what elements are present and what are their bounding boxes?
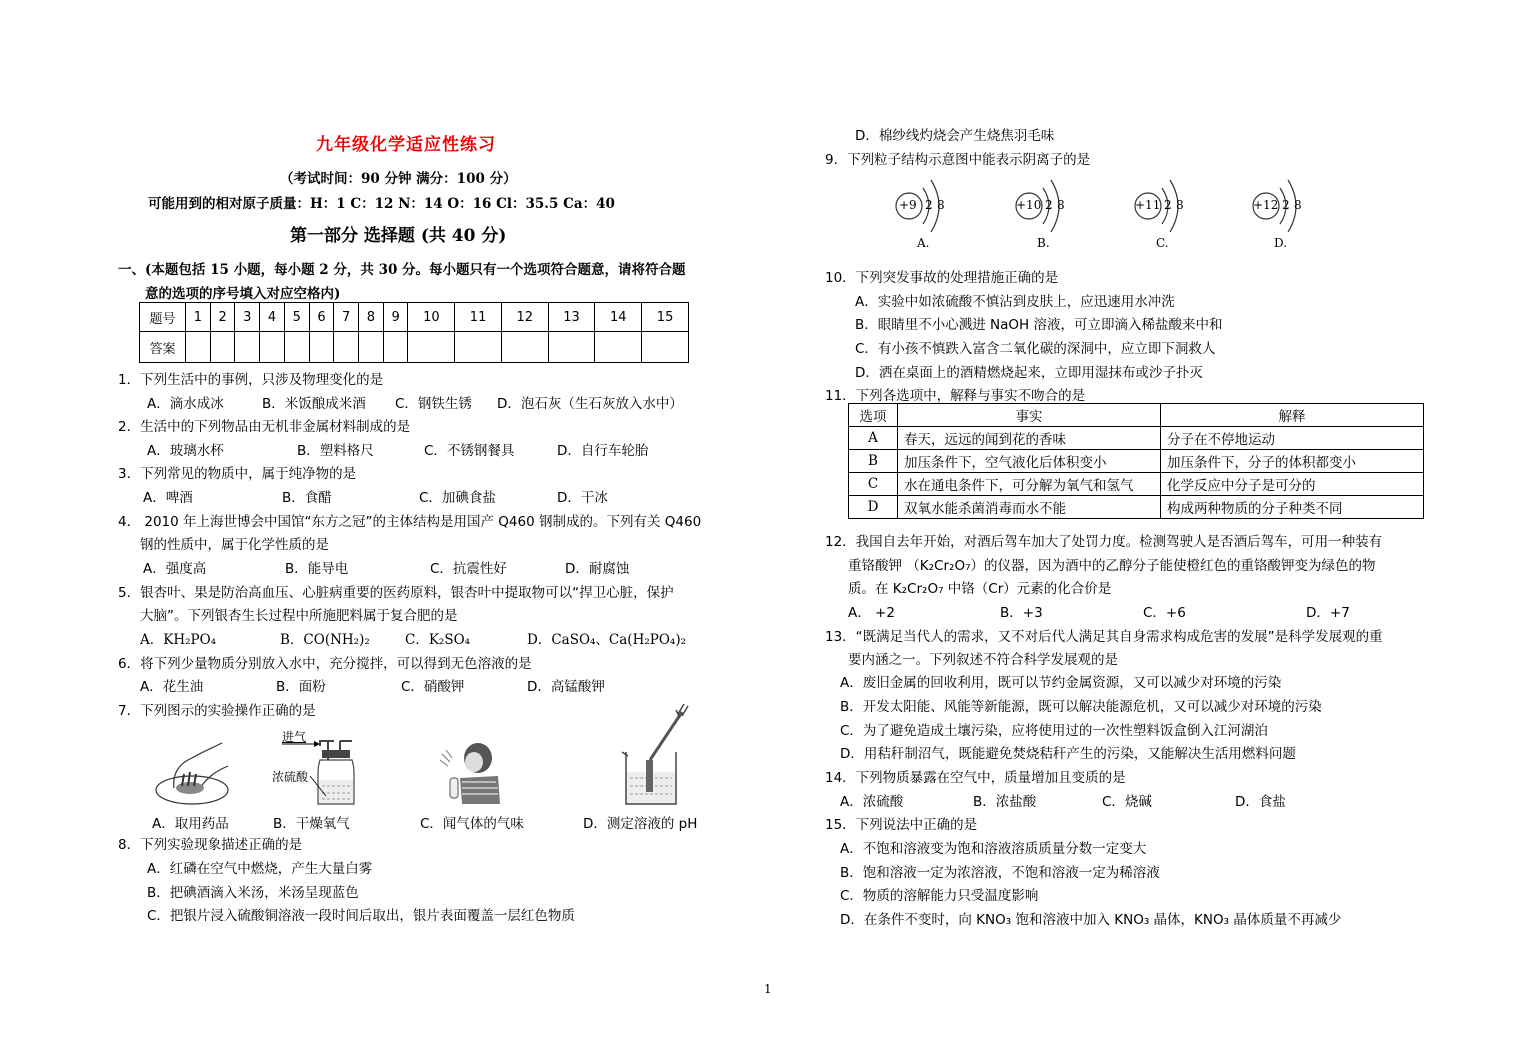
question-4-stem-line1: 4． 2010 年上海世博会中国馆“东方之冠”的主体结构是用国产 Q460 钢制成的。下列有关 Q460 — [118, 514, 702, 530]
question-8-option-d: D．棉纱线灼烧会产生烧焦羽毛味 — [855, 128, 1055, 144]
atom-label: A. — [917, 236, 930, 250]
answer-cell[interactable] — [359, 332, 384, 363]
table-header-option: 选项 — [849, 404, 898, 427]
question-3-stem: 3．下列常见的物质中，属于纯净物的是 — [118, 466, 357, 482]
shell-2-electrons: 8 — [937, 198, 945, 212]
question-1-option-d: D．泡石灰（生石灰放入水中） — [497, 396, 683, 412]
answer-cell[interactable] — [210, 332, 235, 363]
question-3-option-d: D．干冰 — [557, 490, 608, 506]
question-12-stem-line1: 12．我国自去年开始，对酒后驾车加大了处罚力度。检测驾驶人是否酒后驾车，可用一种装有 — [825, 534, 1383, 550]
question-number-cell: 6 — [309, 303, 334, 332]
question-number-cell: 4 — [260, 303, 285, 332]
question-4-option-b: B．能导电 — [285, 561, 349, 577]
table-row — [849, 450, 1424, 473]
figure-ph-test-beaker — [618, 702, 690, 808]
question-15-option-d: D．在条件不变时，向 KNO₃ 饱和溶液中加入 KNO₃ 晶体，KNO₃ 晶体质量不再减少 — [840, 912, 1342, 928]
table-cell-fact: 加压条件下，空气液化后体积变小 — [898, 450, 1161, 473]
question-7-option-c: C．闻气体的气味 — [420, 816, 524, 832]
question-number-cell: 7 — [334, 303, 359, 332]
nucleus-charge: +10 — [1016, 198, 1042, 212]
question-number-cell: 8 — [359, 303, 384, 332]
question-7-stem: 7．下列图示的实验操作正确的是 — [118, 703, 316, 719]
question-number-cell: 15 — [642, 303, 689, 332]
question-number-cell: 11 — [455, 303, 502, 332]
question-5-stem-line1: 5．银杏叶、果是防治高血压、心脏病重要的医药原料，银杏叶中提取物可以“捍卫心脏，保护 — [118, 585, 674, 601]
question-12-option-b: B．+3 — [1000, 605, 1043, 621]
question-5-stem-line2: 大脑”。下列银杏生长过程中所施肥料属于复合肥的是 — [140, 608, 458, 624]
question-11-stem: 11．下列各选项中，解释与事实不吻合的是 — [825, 388, 1086, 404]
question-6-option-a: A．花生油 — [140, 679, 204, 695]
question-6-stem: 6．将下列少量物质分别放入水中，充分搅拌，可以得到无色溶液的是 — [118, 656, 532, 672]
shell-1-electrons: 2 — [1045, 198, 1053, 212]
question-13-option-c: C．为了避免造成土壤污染，应将使用过的一次性塑料饭盒倒入江河湖泊 — [840, 723, 1268, 739]
nucleus-charge: +11 — [1135, 198, 1161, 212]
table-cell-fact: 春天，远远的闻到花的香味 — [898, 427, 1161, 450]
question-5-option-c: C．K₂SO₄ — [405, 632, 471, 648]
question-8-option-b: B．把碘酒滴入米汤，米汤呈现蓝色 — [147, 885, 359, 901]
shell-1-electrons: 2 — [1282, 198, 1290, 212]
atom-label: B. — [1037, 236, 1050, 250]
question-4-option-a: A．强度高 — [143, 561, 207, 577]
answer-cell[interactable] — [501, 332, 548, 363]
question-number-cell: 9 — [383, 303, 408, 332]
question-14-stem: 14．下列物质暴露在空气中，质量增加且变质的是 — [825, 770, 1126, 786]
question-14-option-a: A．浓硫酸 — [840, 794, 904, 810]
shell-1-electrons: 2 — [1164, 198, 1172, 212]
figure-gas-washing-bottle — [270, 738, 370, 810]
answer-cell[interactable] — [284, 332, 309, 363]
question-10-option-d: D．洒在桌面上的酒精燃烧起来，立即用湿抹布或沙子扑灭 — [855, 365, 1203, 381]
question-3-option-a: A．啤酒 — [143, 490, 193, 506]
answer-cell[interactable] — [309, 332, 334, 363]
question-8-stem: 8．下列实验现象描述正确的是 — [118, 837, 303, 853]
question-number-cell: 1 — [186, 303, 211, 332]
question-12-stem-line3: 质。在 K₂Cr₂O₇ 中铬（Cr）元素的化合价是 — [848, 581, 1112, 597]
exam-info: （考试时间：90 分钟 满分：100 分） — [280, 171, 517, 187]
section-title: 第一部分 选择题 (共 40 分) — [290, 226, 507, 246]
table-cell-explanation: 构成两种物质的分子种类不同 — [1161, 496, 1424, 519]
question-2-option-d: D．自行车轮胎 — [557, 443, 649, 459]
question-14-option-d: D．食盐 — [1235, 794, 1286, 810]
page-number: 1 — [764, 982, 772, 996]
table-header-fact: 事实 — [898, 404, 1161, 427]
question-7-option-b: B．干燥氧气 — [273, 816, 350, 832]
question-12-option-a: A． +2 — [848, 605, 895, 621]
question-6-option-c: C．硝酸钾 — [401, 679, 465, 695]
question-5-option-a: A．KH₂PO₄ — [140, 632, 217, 648]
question-1-option-a: A．滴水成冰 — [147, 396, 224, 412]
atom-diagram-b — [1013, 176, 1083, 250]
answer-cell[interactable] — [235, 332, 260, 363]
question-8-option-a: A．红磷在空气中燃烧，产生大量白雾 — [147, 861, 373, 877]
answer-cell[interactable] — [260, 332, 285, 363]
question-7-option-a: A．取用药品 — [152, 816, 229, 832]
question-7-option-d: D．测定溶液的 pH — [583, 816, 698, 832]
question-10-option-c: C．有小孩不慎跌入富含二氧化碳的深洞中，应立即下洞救人 — [855, 341, 1216, 357]
shell-2-electrons: 8 — [1057, 198, 1065, 212]
answer-table-label: 题号 — [140, 303, 186, 332]
table-row — [849, 496, 1424, 519]
table-cell-option: D — [849, 496, 898, 519]
table-header-explanation: 解释 — [1161, 404, 1424, 427]
question-1-stem: 1．下列生活中的事例，只涉及物理变化的是 — [118, 372, 384, 388]
answer-table-label: 答案 — [140, 332, 186, 363]
question-10-stem: 10．下列突发事故的处理措施正确的是 — [825, 270, 1059, 286]
part1-instruction-line2: 意的选项的序号填入对应空格内) — [145, 286, 341, 302]
paper-title: 九年级化学适应性练习 — [316, 135, 496, 155]
question-1-option-b: B．米饭酿成米酒 — [262, 396, 366, 412]
shell-2-electrons: 8 — [1294, 198, 1302, 212]
question-number-cell: 3 — [235, 303, 260, 332]
nucleus-charge: +9 — [899, 198, 917, 212]
question-12-stem-line2: 重铬酸钾 （K₂Cr₂O₇）的仪器，因为酒中的乙醇分子能使橙红色的重铬酸钾变为绿色的物 — [848, 558, 1376, 574]
question-2-option-a: A．玻璃水杯 — [147, 443, 224, 459]
figure-boy-smelling-gas — [438, 740, 502, 806]
question-9-stem: 9．下列粒子结构示意图中能表示阴离子的是 — [825, 152, 1091, 168]
answer-table — [139, 302, 689, 363]
answer-cell[interactable] — [595, 332, 642, 363]
question-15-option-a: A．不饱和溶液变为饱和溶液溶质质量分数一定变大 — [840, 841, 1147, 857]
question-12-option-c: C．+6 — [1143, 605, 1186, 621]
question-2-option-c: C．不锈钢餐具 — [424, 443, 515, 459]
question-13-stem-line1: 13．“既满足当代人的需求，又不对后代人满足其自身需求构成危害的发展”是科学发展观的重 — [825, 629, 1383, 645]
answer-cell[interactable] — [408, 332, 455, 363]
question-number-cell: 14 — [595, 303, 642, 332]
answer-cell[interactable] — [455, 332, 502, 363]
question-13-stem-line2: 要内涵之一。下列叙述不符合科学发展观的是 — [848, 652, 1118, 668]
question-6-option-b: B．面粉 — [276, 679, 326, 695]
question-3-option-c: C．加碘食盐 — [419, 490, 496, 506]
question-14-option-b: B．浓盐酸 — [973, 794, 1037, 810]
question-15-stem: 15．下列说法中正确的是 — [825, 817, 978, 833]
answer-cell[interactable] — [334, 332, 359, 363]
table-cell-option: C — [849, 473, 898, 496]
table-cell-fact: 双氧水能杀菌消毒而水不能 — [898, 496, 1161, 519]
table-row — [849, 473, 1424, 496]
question-2-option-b: B．塑料格尺 — [297, 443, 374, 459]
answer-cell[interactable] — [548, 332, 595, 363]
atom-diagram-d — [1250, 176, 1320, 250]
atom-diagram-a — [893, 176, 963, 250]
question-6-option-d: D．高锰酸钾 — [527, 679, 605, 695]
table-cell-option: B — [849, 450, 898, 473]
answer-cell[interactable] — [642, 332, 689, 363]
question-1-option-c: C．钢铁生锈 — [395, 396, 472, 412]
question-2-stem: 2．生活中的下列物品由无机非金属材料制成的是 — [118, 419, 411, 435]
question-number-cell: 2 — [210, 303, 235, 332]
question-number-cell: 5 — [284, 303, 309, 332]
question-5-option-b: B．CO(NH₂)₂ — [280, 632, 370, 648]
atom-label: C. — [1156, 236, 1169, 250]
shell-2-electrons: 8 — [1176, 198, 1184, 212]
question-15-option-b: B．饱和溶液一定为浓溶液，不饱和溶液一定为稀溶液 — [840, 865, 1160, 881]
question-number-cell: 13 — [548, 303, 595, 332]
question-10-option-a: A．实验中如浓硫酸不慎沾到皮肤上，应迅速用水冲洗 — [855, 294, 1175, 310]
question-number-cell: 10 — [408, 303, 455, 332]
table-row — [849, 427, 1424, 450]
atomic-masses: 可能用到的相对原子质量：H：1 C：12 N：14 O：16 Cl：35.5 Ca：40 — [148, 196, 615, 212]
question-4-option-d: D．耐腐蚀 — [565, 561, 630, 577]
question-number-cell: 12 — [501, 303, 548, 332]
question-10-option-b: B．眼睛里不小心溅进 NaOH 溶液，可立即滴入稀盐酸来中和 — [855, 317, 1223, 333]
answer-cell[interactable] — [186, 332, 211, 363]
question-13-option-a: A．废旧金属的回收利用，既可以节约金属资源，又可以减少对环境的污染 — [840, 675, 1282, 691]
shell-1-electrons: 2 — [925, 198, 933, 212]
table-cell-explanation: 化学反应中分子是可分的 — [1161, 473, 1424, 496]
question-4-stem-line2: 钢的性质中，属于化学性质的是 — [140, 537, 329, 553]
table-cell-option: A — [849, 427, 898, 450]
question-3-option-b: B．食醋 — [282, 490, 332, 506]
table-header-row — [849, 404, 1424, 427]
answer-table-answer-row — [140, 332, 689, 363]
figure-hand-taking-chemicals — [152, 738, 234, 810]
question-12-option-d: D．+7 — [1306, 605, 1350, 621]
answer-table-number-row — [140, 303, 689, 332]
table-cell-fact: 水在通电条件下，可分解为氧气和氢气 — [898, 473, 1161, 496]
nucleus-charge: +12 — [1253, 198, 1279, 212]
question-13-option-d: D．用秸秆制沼气，既能避免焚烧秸秆产生的污染，又能解决生活用燃料问题 — [840, 746, 1296, 762]
question-13-option-b: B．开发太阳能、风能等新能源，既可以解决能源危机，又可以减少对环境的污染 — [840, 699, 1322, 715]
question-8-option-c: C．把银片浸入硫酸铜溶液一段时间后取出，银片表面覆盖一层红色物质 — [147, 908, 575, 924]
table-cell-explanation: 分子在不停地运动 — [1161, 427, 1424, 450]
question-14-option-c: C．烧碱 — [1102, 794, 1152, 810]
figure-label-gas-in: 进气 — [282, 730, 307, 744]
question-15-option-c: C．物质的溶解能力只受温度影响 — [840, 888, 1039, 904]
question-5-option-d: D．CaSO₄、Ca(H₂PO₄)₂ — [527, 632, 687, 648]
atom-label: D. — [1274, 236, 1288, 250]
part1-instruction-line1: 一、(本题包括 15 小题，每小题 2 分，共 30 分。每小题只有一个选项符合题意，请将符合题 — [118, 262, 686, 278]
figure-label-concentrated-sulfuric-acid: 浓硫酸 — [272, 770, 309, 784]
atom-diagram-c — [1132, 176, 1202, 250]
table-cell-explanation: 加压条件下，分子的体积都变小 — [1161, 450, 1424, 473]
question-4-option-c: C．抗震性好 — [430, 561, 507, 577]
answer-cell[interactable] — [383, 332, 408, 363]
question-11-table — [848, 403, 1424, 519]
